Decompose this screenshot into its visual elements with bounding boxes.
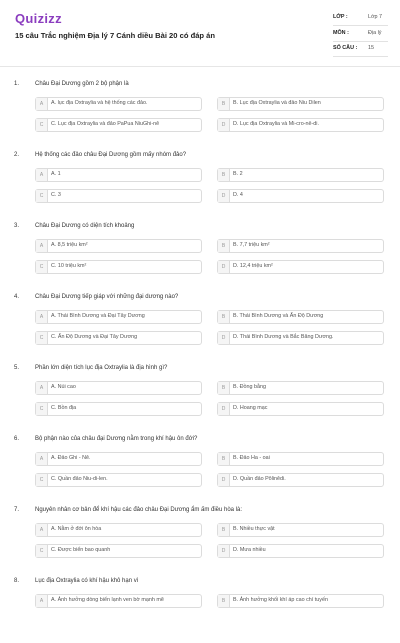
option-text: C. 3 — [51, 192, 61, 198]
option-text: B. Đồng bằng — [233, 384, 266, 390]
answer-option[interactable] — [35, 239, 202, 253]
answer-option[interactable] — [35, 97, 202, 111]
answer-option[interactable] — [217, 381, 384, 395]
question-number: 7. — [14, 507, 20, 513]
meta-divider — [333, 56, 388, 57]
option-letter: D — [218, 261, 230, 273]
question-number: 3. — [14, 223, 20, 229]
option-text: A. 1 — [51, 171, 61, 177]
worksheet-title: 15 câu Trắc nghiệm Địa lý 7 Cánh diều Bài 20 có đáp án — [15, 31, 216, 40]
answer-option[interactable] — [35, 168, 202, 182]
option-letter: A — [36, 169, 48, 181]
option-letter: D — [218, 190, 230, 202]
answer-option[interactable] — [217, 473, 384, 487]
option-text: B. Ảnh hưởng khối khí áp cao chí tuyến — [233, 597, 328, 603]
quizizz-logo: Quizizz — [15, 11, 62, 26]
option-text: C. Được biển bao quanh — [51, 547, 111, 553]
answer-option[interactable] — [217, 260, 384, 274]
question-item — [0, 288, 400, 359]
option-letter: D — [218, 403, 230, 415]
question-number: 6. — [14, 436, 20, 442]
question-item — [0, 217, 400, 288]
option-letter: B — [218, 453, 230, 465]
option-text: A. 8,5 triệu km² — [51, 242, 88, 248]
answer-option[interactable] — [35, 310, 202, 324]
option-letter: D — [218, 474, 230, 486]
answer-option[interactable] — [217, 594, 384, 608]
option-letter: A — [36, 382, 48, 394]
answer-option[interactable] — [35, 260, 202, 274]
answer-option[interactable] — [35, 118, 202, 132]
question-text: Phần lớn diện tích lục địa Oxtraylia là địa hình gì? — [35, 365, 168, 371]
option-letter: C — [36, 545, 48, 557]
meta-count-value: 15 — [368, 45, 374, 51]
meta-divider — [333, 25, 388, 26]
option-text: A. Nằm ở đới ôn hòa — [51, 526, 102, 532]
answer-option[interactable] — [35, 189, 202, 203]
answer-option[interactable] — [35, 452, 202, 466]
question-number: 2. — [14, 152, 20, 158]
meta-subject-label: MÔN : — [333, 30, 349, 36]
answer-option[interactable] — [217, 118, 384, 132]
question-number: 5. — [14, 365, 20, 371]
option-text: B. Thái Bình Dương và Ấn Độ Dương — [233, 313, 324, 319]
option-letter: B — [218, 98, 230, 110]
answer-option[interactable] — [217, 402, 384, 416]
meta-class-value: Lớp 7 — [368, 14, 383, 20]
option-text: A. Đảo Ghi - Nê. — [51, 455, 91, 461]
answer-option[interactable] — [217, 97, 384, 111]
option-letter: D — [218, 119, 230, 131]
question-list — [0, 75, 400, 643]
option-text: C. Bồn địa — [51, 405, 77, 411]
answer-option[interactable] — [35, 594, 202, 608]
question-text: Lục địa Oxtraylia có khí hậu khô hạn vì — [35, 578, 139, 584]
option-text: D. Quần đảo Pôlinêdi. — [233, 476, 286, 482]
meta-subject-value: Địa lý — [368, 30, 382, 36]
option-text: C. Lục địa Oxtraylia và đảo PaPua NiuGhi-nê — [51, 121, 160, 127]
option-text: A. lục địa Oxtraylia và hệ thống các đảo. — [51, 100, 148, 106]
header-separator — [0, 66, 400, 67]
option-letter: B — [218, 524, 230, 536]
option-text: B. Lục địa Oxtraylia và đảo Niu Dilen — [233, 100, 321, 106]
option-letter: B — [218, 382, 230, 394]
option-text: D. Mưa nhiều — [233, 547, 266, 553]
option-text: C. Ấn Độ Dương và Đại Tây Dương — [51, 334, 138, 340]
answer-option[interactable] — [217, 310, 384, 324]
question-number: 4. — [14, 294, 20, 300]
answer-option[interactable] — [217, 331, 384, 345]
question-item — [0, 75, 400, 146]
option-text: B. Đảo Ha - oai — [233, 455, 270, 461]
answer-option[interactable] — [217, 189, 384, 203]
meta-divider — [333, 41, 388, 42]
answer-option[interactable] — [217, 544, 384, 558]
meta-class-label: LỚP : — [333, 14, 348, 20]
option-text: D. Thái Bình Dương và Bắc Băng Dương. — [233, 334, 334, 340]
option-letter: A — [36, 98, 48, 110]
option-text: A. Núi cao — [51, 384, 76, 390]
option-letter: B — [218, 595, 230, 607]
option-text: C. 10 triệu km² — [51, 263, 87, 269]
option-text: D. Hoang mạc — [233, 405, 268, 411]
answer-option[interactable] — [35, 544, 202, 558]
option-letter: A — [36, 311, 48, 323]
answer-option[interactable] — [35, 331, 202, 345]
worksheet-header — [0, 0, 400, 66]
option-letter: A — [36, 524, 48, 536]
question-item — [0, 146, 400, 217]
question-number: 8. — [14, 578, 20, 584]
option-text: B. 7,7 triệu km² — [233, 242, 270, 248]
question-item — [0, 359, 400, 430]
option-letter: A — [36, 240, 48, 252]
option-letter: C — [36, 403, 48, 415]
question-item — [0, 572, 400, 643]
option-text: D. 4 — [233, 192, 243, 198]
option-text: D. 12,4 triệu km² — [233, 263, 273, 269]
option-letter: B — [218, 169, 230, 181]
question-number: 1. — [14, 81, 20, 87]
option-letter: C — [36, 261, 48, 273]
option-text: D. Lục địa Oxtraylia và Mi-cro-nê-di. — [233, 121, 319, 127]
option-letter: C — [36, 474, 48, 486]
answer-option[interactable] — [35, 473, 202, 487]
question-text: Châu Đại Dương gồm 2 bộ phận là — [35, 81, 129, 87]
answer-option[interactable] — [35, 523, 202, 537]
question-item — [0, 501, 400, 572]
option-text: A. Ảnh hưởng dòng biển lạnh ven bờ mạnh mẽ — [51, 597, 164, 603]
meta-count-label: SỐ CÂU : — [333, 45, 358, 51]
question-text: Châu Đại Dương có diện tích khoảng — [35, 223, 135, 229]
option-letter: D — [218, 332, 230, 344]
question-text: Châu Đại Dương tiếp giáp với những đại dương nào? — [35, 294, 179, 300]
option-text: A. Thái Bình Dương và Đại Tây Dương — [51, 313, 145, 319]
option-letter: D — [218, 545, 230, 557]
option-letter: A — [36, 453, 48, 465]
option-letter: C — [36, 119, 48, 131]
option-letter: A — [36, 595, 48, 607]
option-text: B. 2 — [233, 171, 243, 177]
answer-option[interactable] — [35, 402, 202, 416]
option-text: B. Nhiều thực vật — [233, 526, 275, 532]
option-letter: B — [218, 311, 230, 323]
answer-option[interactable] — [35, 381, 202, 395]
question-text: Nguyên nhân cơ bản để khí hậu các đảo châu Đại Dương ẩm ấm điều hòa là: — [35, 507, 243, 513]
question-text: Hệ thống các đảo châu Đại Dương gồm mấy nhóm đảo? — [35, 152, 187, 158]
option-text: C. Quần đảo Niu-di-len. — [51, 476, 108, 482]
answer-option[interactable] — [217, 523, 384, 537]
option-letter: C — [36, 190, 48, 202]
option-letter: B — [218, 240, 230, 252]
answer-option[interactable] — [217, 452, 384, 466]
question-text: Bộ phận nào của châu đại Dương nằm trong khí hậu ôn đới? — [35, 436, 198, 442]
answer-option[interactable] — [217, 168, 384, 182]
answer-option[interactable] — [217, 239, 384, 253]
option-letter: C — [36, 332, 48, 344]
question-item — [0, 430, 400, 501]
